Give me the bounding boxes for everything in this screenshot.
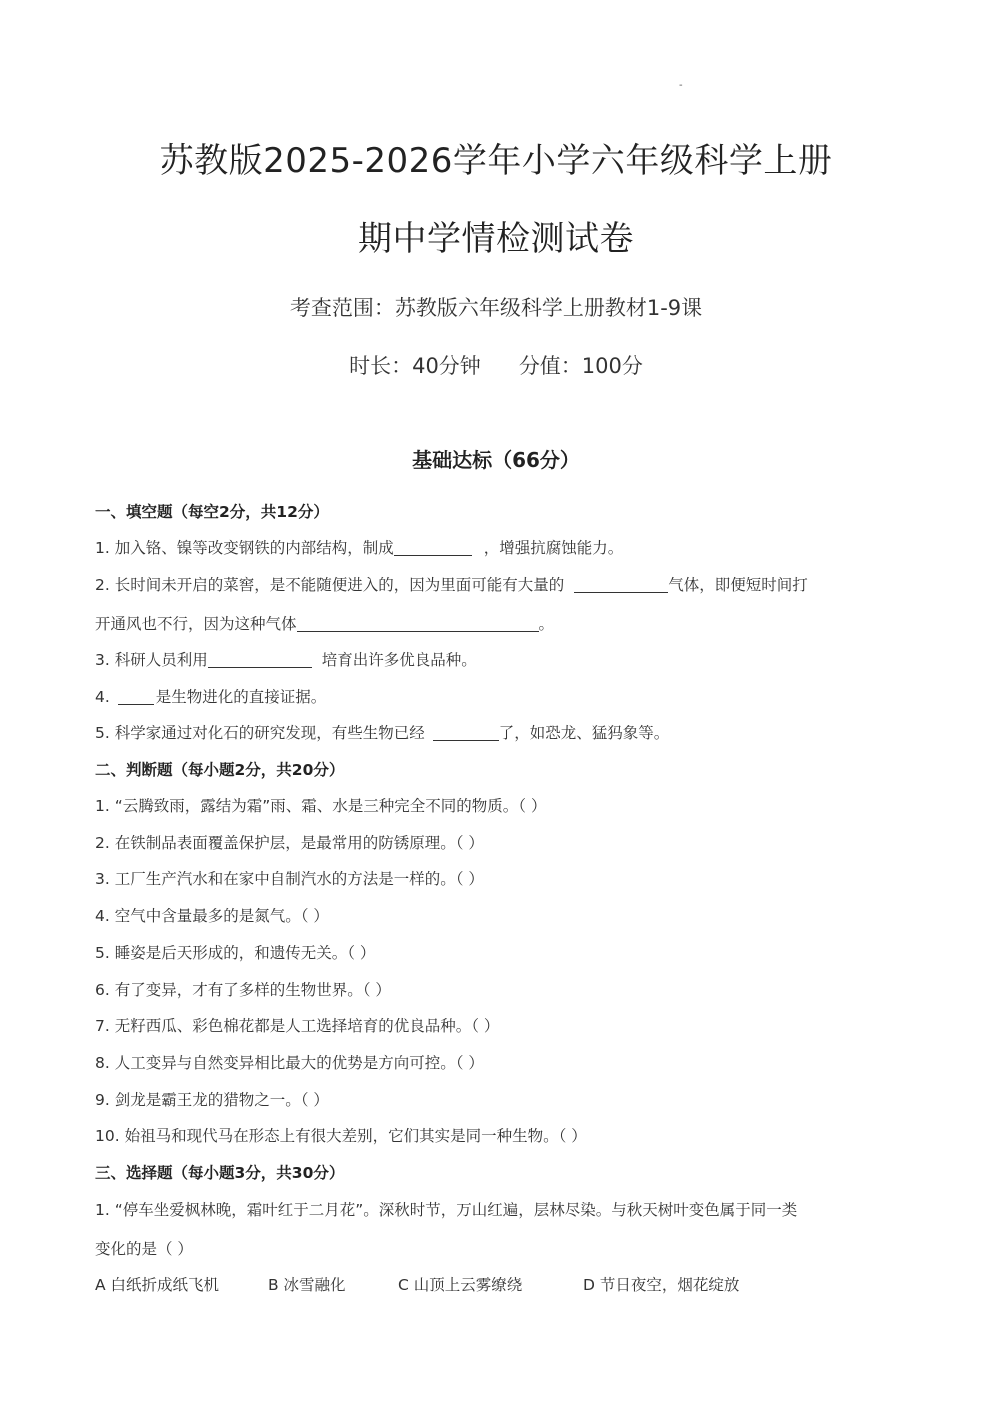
- exam-score: 分值：100分: [518, 354, 643, 378]
- fill-q1-text: 1. 加入铬、镍等改变钢铁的内部结构，制成: [95, 539, 394, 557]
- fill-q5-text: 5. 科学家通过对化石的研究发现，有些生物已经: [95, 724, 425, 742]
- judge-question: 9. 剑龙是霸王龙的猎物之一。（ ）: [95, 1091, 329, 1109]
- fill-q4-tail: 是生物进化的直接证据。: [155, 688, 327, 706]
- fill-q3-text: 3. 科研人员利用: [95, 651, 208, 669]
- choice-option-b[interactable]: B 冰雪融化: [268, 1276, 346, 1294]
- choice-options: [95, 1273, 739, 1295]
- judge-question: 1. “云腾致雨，露结为霜”雨、霜、水是三种完全不同的物质。（ ）: [95, 797, 547, 815]
- fill-question-4: [95, 685, 326, 707]
- fill-question-2-cont: [95, 612, 554, 634]
- fill-q1-tail: ，增强抗腐蚀能力。: [483, 539, 624, 557]
- fill-question-2: [95, 573, 808, 595]
- page-mark: -: [679, 80, 683, 91]
- answer-blank[interactable]: [394, 540, 472, 557]
- answer-blank[interactable]: [208, 652, 312, 669]
- judge-question: 2. 在铁制品表面覆盖保护层，是最常用的防锈原理。（ ）: [95, 834, 484, 852]
- exam-title-line2: 期中学情检测试卷: [358, 219, 634, 259]
- fill-question-3: [95, 648, 477, 670]
- exam-duration: 时长：40分钟: [349, 354, 481, 378]
- fill-question-1: [95, 536, 623, 558]
- choice-option-a[interactable]: A 白纸折成纸飞机: [95, 1276, 220, 1294]
- fill-heading: 一、填空题（每空2分，共12分）: [95, 503, 329, 521]
- fill-q4-num: 4.: [95, 688, 110, 706]
- answer-blank[interactable]: [297, 616, 539, 633]
- choice-question-1-cont: 变化的是（ ）: [95, 1240, 193, 1258]
- fill-q3-tail: 培育出许多优良品种。: [321, 651, 477, 669]
- fill-q5-tail: 了，如恐龙、猛犸象等。: [498, 724, 670, 742]
- fill-question-5: [95, 721, 669, 743]
- fill-q2-text: 2. 长时间未开启的菜窖，是不能随便进入的，因为里面可能有大量的: [95, 576, 565, 594]
- exam-title-line1: 苏教版2025-2026学年小学六年级科学上册: [159, 141, 833, 181]
- answer-blank[interactable]: [118, 689, 154, 706]
- section-title: 基础达标（66分）: [412, 448, 580, 472]
- answer-blank[interactable]: [574, 577, 668, 594]
- fill-q2-text-2: 开通风也不行，因为这种气体: [95, 615, 297, 633]
- choice-option-c[interactable]: C 山顶上云雾缭绕: [398, 1276, 523, 1294]
- judge-question: 6. 有了变异，才有了多样的生物世界。（ ）: [95, 981, 391, 999]
- judge-question: 3. 工厂生产汽水和在家中自制汽水的方法是一样的。（ ）: [95, 870, 484, 888]
- choice-question-1: 1. “停车坐爱枫林晚，霜叶红于二月花”。深秋时节，万山红遍，层林尽染。与秋天树叶变色属于同一类: [95, 1201, 798, 1219]
- judge-question: 7. 无籽西瓜、彩色棉花都是人工选择培育的优良品种。（ ）: [95, 1017, 500, 1035]
- exam-scope: 考查范围：苏教版六年级科学上册教材1-9课: [289, 296, 703, 320]
- judge-question: 5. 睡姿是后天形成的，和遗传无关。（ ）: [95, 944, 376, 962]
- judge-question: 8. 人工变异与自然变异相比最大的优势是方向可控。（ ）: [95, 1054, 484, 1072]
- choice-heading: 三、选择题（每小题3分，共30分）: [95, 1164, 345, 1182]
- judge-question: 10. 始祖马和现代马在形态上有很大差别，它们其实是同一种生物。（ ）: [95, 1127, 587, 1145]
- answer-blank[interactable]: [433, 725, 499, 742]
- judge-question: 4. 空气中含量最多的是氮气。（ ）: [95, 907, 329, 925]
- fill-q2-tail: 气体，即便短时间打: [668, 576, 808, 594]
- judge-heading: 二、判断题（每小题2分，共20分）: [95, 761, 345, 779]
- fill-q2-end: 。: [538, 615, 555, 633]
- choice-option-d[interactable]: D 节日夜空，烟花绽放: [583, 1276, 740, 1294]
- exam-meta: [0, 350, 992, 380]
